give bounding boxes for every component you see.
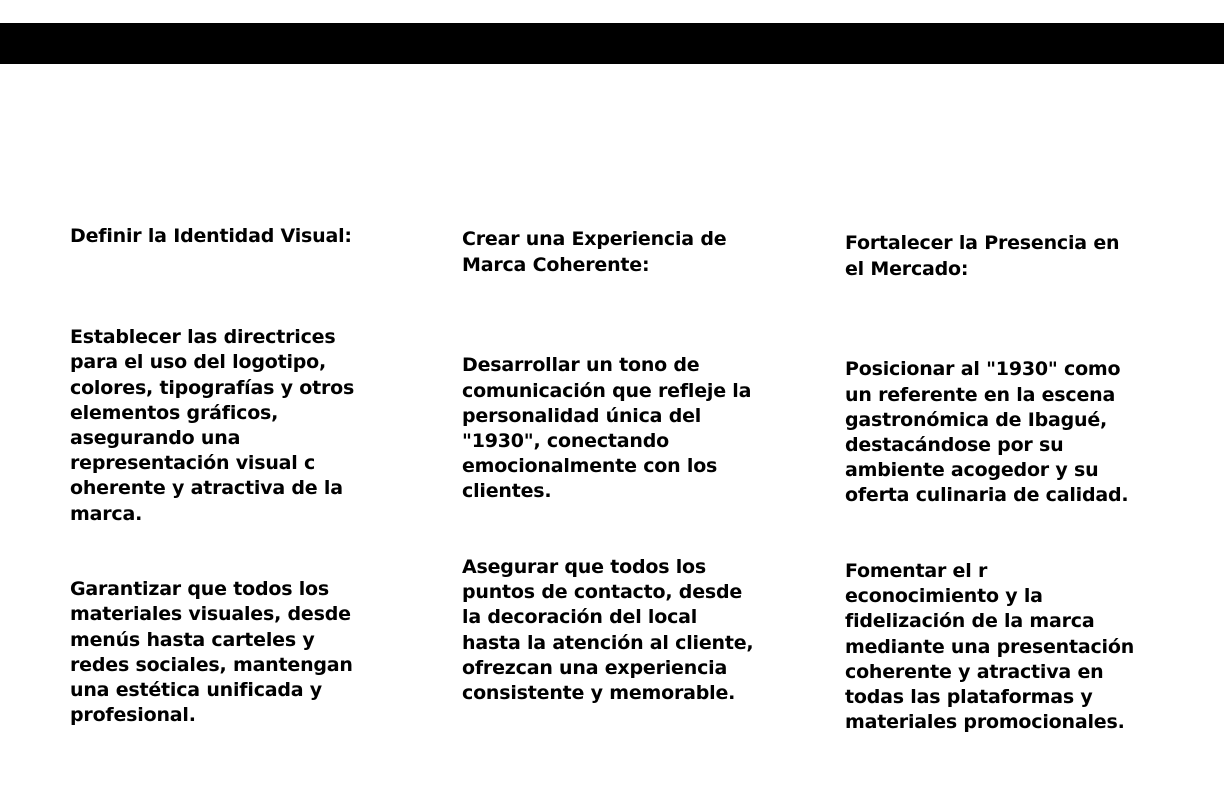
- header-bar: [0, 23, 1224, 64]
- column-paragraph: Garantizar que todos los materiales visuales, desde menús hasta carteles y redes sociales, mantengan una estética unificada y profesional.: [70, 578, 353, 727]
- column-heading: Definir la Identidad Visual:: [70, 225, 352, 248]
- column-visual-identity: [70, 174, 354, 754]
- column-heading: Fortalecer la Presencia en el Mercado:: [845, 232, 1120, 280]
- column-paragraph: Fomentar el r econocimiento y la fidelización de la marca mediante una presentación coherente y atractiva en todas las plataformas y materiales promocionales.: [845, 560, 1135, 734]
- column-paragraph: Establecer las directrices para el uso del logotipo, colores, tipografías y otros elementos gráficos, asegurando una representación visual c oherente y atractiva de la marca.: [70, 326, 355, 525]
- column-heading: Crear una Experiencia de Marca Coherente:: [462, 228, 727, 276]
- column-paragraph: Desarrollar un tono de comunicación que refleje la personalidad única del "1930", conectando emocionalmente con los clientes.: [462, 354, 752, 503]
- column-paragraph: Posicionar al "1930" como un referente en la escena gastronómica de Ibagué, destacándose por su ambiente acogedor y su oferta culinaria de calidad.: [845, 358, 1129, 507]
- column-paragraph: Asegurar que todos los puntos de contacto, desde la decoración del local hasta la atención al cliente, ofrezcan una experiencia consistente y memorable.: [462, 556, 754, 705]
- column-market-presence: [845, 181, 1134, 761]
- column-brand-experience: [462, 177, 753, 731]
